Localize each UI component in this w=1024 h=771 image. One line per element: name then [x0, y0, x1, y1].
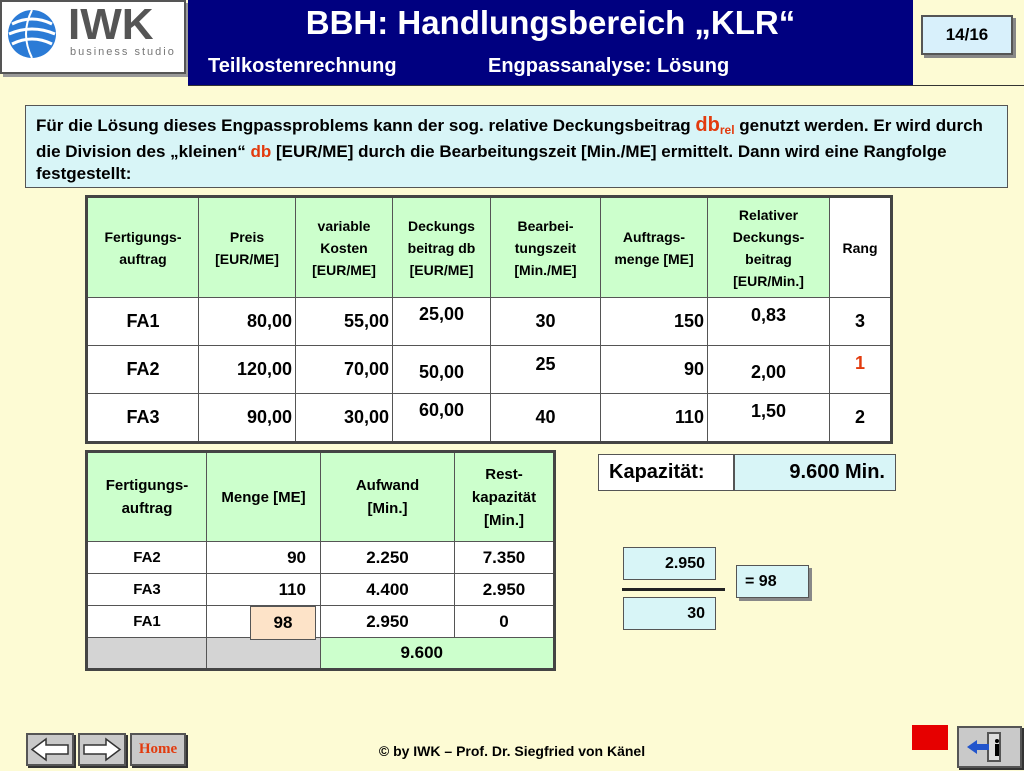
cell-rang-value: 3: [854, 311, 865, 331]
header-line: [Min./ME]: [514, 261, 577, 278]
cell-rest: [455, 606, 555, 638]
ranking-header-cell: [393, 197, 491, 298]
header-line: Deckungs: [408, 217, 475, 234]
allocation-header-cell: [207, 452, 321, 542]
cell-preis: [199, 394, 296, 443]
total-empty-cell: [87, 638, 207, 670]
calc-numerator: 2.950: [623, 547, 716, 580]
ranking-header-cell: [708, 197, 830, 298]
red-marker: [912, 725, 948, 750]
cell-auftrag: [87, 574, 207, 606]
cell-aufwand-value: 2.950: [366, 611, 409, 631]
cell-rel-db: [708, 394, 830, 443]
cell-kosten-value: 30,00: [343, 407, 389, 427]
cell-rang: [830, 346, 892, 394]
cell-rel-db-value: 2,00: [750, 362, 787, 382]
cell-rest-value: 7.350: [482, 547, 526, 567]
header-divider: [188, 85, 1024, 86]
capacity-value: 9.600 Min.: [734, 454, 896, 491]
cell-db-value: 25,00: [418, 304, 465, 324]
header-line: tungszeit: [514, 239, 577, 256]
header-line: [EUR/Min.]: [733, 272, 804, 289]
cell-preis: [199, 298, 296, 346]
intro-term-db: db: [695, 114, 720, 136]
cell-preis: [199, 346, 296, 394]
ranking-header-cell: [87, 197, 199, 298]
cell-rest: [455, 574, 555, 606]
cell-auftrag-value: FA1: [126, 311, 160, 331]
intro-part3: [EUR/ME] durch die Bearbeitungszeit [Min./ME] ermittelt. Dann wird eine Rangfolge festgestellt:: [36, 142, 947, 183]
header-line: Rest-: [485, 465, 523, 483]
header-line: beitrag: [745, 250, 792, 267]
cell-kosten: [296, 394, 393, 443]
allocation-header-cell: [87, 452, 207, 542]
ranking-header-cell: [296, 197, 393, 298]
page-title: BBH: Handlungsbereich „KLR“: [305, 4, 796, 41]
logo: [0, 0, 186, 74]
header-line: [Min.]: [484, 511, 524, 529]
cell-db-value: 60,00: [418, 400, 465, 420]
cell-rang: [830, 394, 892, 443]
cell-zeit: [491, 394, 601, 443]
cell-menge: [207, 574, 321, 606]
cell-zeit-value: 25: [535, 354, 556, 374]
cell-db-value: 50,00: [418, 362, 465, 382]
intro-part2: genutzt werden. Er wird durch die Division des „kleinen“: [36, 116, 983, 161]
header-line: Menge [ME]: [221, 488, 306, 506]
cell-aufwand: [321, 574, 455, 606]
cell-kosten: [296, 298, 393, 346]
page-subtitle-section: Engpassanalyse: Lösung: [488, 55, 730, 77]
cell-menge-value: 110: [278, 579, 306, 599]
footer-copyright: © by IWK – Prof. Dr. Siegfried von Känel: [378, 743, 646, 759]
ranking-table: [85, 195, 893, 444]
total-empty-cell: [207, 638, 321, 670]
table-row: [87, 298, 892, 346]
cell-preis-value: 90,00: [246, 407, 292, 427]
header-line: Fertigungs-: [105, 477, 189, 494]
ranking-header-cell: [830, 197, 892, 298]
cell-menge-value: 110: [674, 407, 704, 427]
cell-rest-value: 0: [499, 611, 509, 631]
header-line: Fertigungs-: [104, 228, 182, 245]
cell-zeit: [491, 298, 601, 346]
cell-menge-value: 90: [683, 359, 704, 379]
cell-kosten-value: 70,00: [343, 359, 389, 379]
header-line: beitrag db: [407, 239, 476, 256]
cell-auftrag-value: FA3: [133, 581, 161, 598]
cell-rel-db: [708, 346, 830, 394]
cell-rest-value: 2.950: [482, 579, 526, 599]
cell-auftrag-value: FA2: [133, 549, 161, 566]
cell-auftrag: [87, 542, 207, 574]
cell-preis-value: 120,00: [236, 359, 292, 379]
header-line: Relativer: [738, 206, 799, 223]
cell-auftrag: [87, 346, 199, 394]
ranking-header-cell: [601, 197, 708, 298]
header-line: Kosten: [320, 239, 368, 256]
exit-button[interactable]: [957, 726, 1022, 768]
cell-aufwand-value: 2.250: [366, 547, 409, 567]
calc-result: = 98: [736, 565, 809, 598]
capacity-label: Kapazität:: [598, 454, 734, 491]
header-line: [Min.]: [367, 500, 408, 517]
cell-auftrag: [87, 394, 199, 443]
cell-auftrag: [87, 606, 207, 638]
logo-subtext: business studio: [70, 46, 176, 58]
header-line: Aufwand: [355, 477, 420, 494]
cell-db: [393, 394, 491, 443]
header-line: Auftrags-: [622, 228, 686, 245]
ranking-header-cell: [491, 197, 601, 298]
table-row: [87, 606, 555, 638]
cell-preis-value: 80,00: [246, 311, 292, 331]
allocation-header-cell: [321, 452, 455, 542]
cell-rang-value: 2: [854, 407, 865, 427]
header-line: [EUR/ME]: [312, 261, 376, 278]
intro-part1: Für die Lösung dieses Engpassproblems kann der sog. relative Deckungsbeitrag: [36, 116, 696, 135]
cell-rel-db: [708, 298, 830, 346]
total-row: [87, 638, 555, 670]
cell-auftrag-value: FA3: [126, 407, 160, 427]
cell-menge: [601, 394, 708, 443]
fraction-line: [622, 588, 725, 591]
table-row: [87, 574, 555, 606]
cell-aufwand: [321, 606, 455, 638]
cell-rest: [455, 542, 555, 574]
table-row: [87, 542, 555, 574]
cell-auftrag-value: FA2: [126, 359, 160, 379]
cell-menge: [601, 346, 708, 394]
cell-aufwand: [321, 542, 455, 574]
header-line: Deckungs-: [732, 228, 805, 245]
allocation-header-row: [87, 452, 555, 542]
intro-text: [25, 105, 1008, 188]
cell-rang: [830, 298, 892, 346]
cell-zeit: [491, 346, 601, 394]
header-line: auftrag: [119, 250, 167, 267]
cell-kosten-value: 55,00: [343, 311, 389, 331]
cell-db: [393, 298, 491, 346]
cell-auftrag-value: FA1: [133, 613, 161, 630]
header-line: variable: [317, 217, 371, 234]
allocation-header-cell: [455, 452, 555, 542]
cell-menge: [207, 542, 321, 574]
allocation-table: [85, 450, 556, 671]
exit-door-icon: [959, 728, 1020, 766]
cell-kosten: [296, 346, 393, 394]
header-line: [EUR/ME]: [215, 250, 279, 267]
table-row: [87, 394, 892, 443]
header-line: Bearbei-: [517, 217, 574, 234]
header-line: Rang: [842, 239, 878, 256]
cell-zeit-value: 40: [535, 407, 556, 427]
total-aufwand-cell: 9.600: [321, 638, 555, 670]
ranking-header-row: [87, 197, 892, 298]
page-indicator: 14/16: [921, 15, 1013, 55]
header-line: menge [ME]: [614, 250, 694, 267]
cell-zeit-value: 30: [535, 311, 556, 331]
page-subtitle-topic: Teilkostenrechnung: [208, 55, 397, 77]
calc-denominator: 30: [623, 597, 716, 630]
table-row: [87, 346, 892, 394]
header-line: auftrag: [121, 500, 173, 517]
header-line: Preis: [229, 228, 265, 245]
logo-text: IWK: [68, 0, 154, 49]
cell-rel-db-value: 1,50: [750, 401, 787, 421]
fa1-menge-highlight: 98: [250, 606, 316, 640]
header-bar: [188, 0, 913, 85]
header-line: kapazität: [471, 488, 537, 506]
cell-menge: [601, 298, 708, 346]
cell-db: [393, 346, 491, 394]
intro-term2: db: [250, 142, 272, 161]
ranking-header-cell: [199, 197, 296, 298]
cell-rel-db-value: 0,83: [750, 305, 787, 325]
cell-rang-value: 1: [854, 353, 865, 373]
intro-term-sub: rel: [719, 123, 735, 137]
cell-aufwand-value: 4.400: [366, 579, 409, 599]
home-button[interactable]: Home: [130, 733, 186, 766]
cell-auftrag: [87, 298, 199, 346]
cell-menge-value: 90: [287, 547, 306, 567]
header-line: [EUR/ME]: [409, 261, 474, 278]
cell-menge-value: 150: [673, 311, 704, 331]
